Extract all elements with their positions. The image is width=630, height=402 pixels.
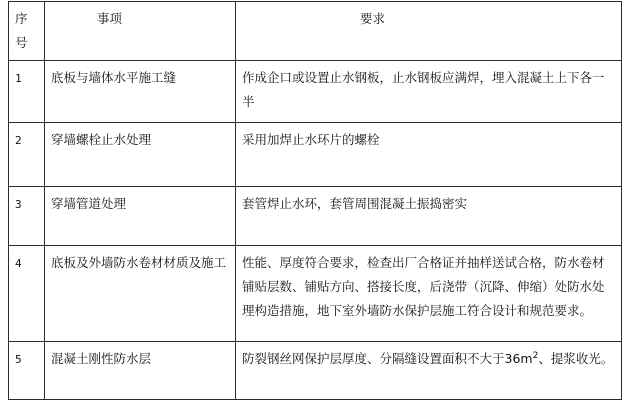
row-item: 底板及外墙防水卷材材质及施工 — [51, 255, 227, 270]
table-row — [9, 246, 622, 342]
row-requirement-cell — [236, 187, 622, 246]
table-row — [9, 61, 622, 123]
row-no: 4 — [15, 257, 22, 270]
header-requirement-label: 要求 — [360, 11, 386, 26]
row-no-cell — [9, 123, 45, 187]
table-row — [9, 187, 622, 246]
row-no-cell — [9, 246, 45, 342]
table-row — [9, 342, 622, 400]
row-requirement: 作成企口或设置止水钢板，止水钢板应满焊，埋入混凝土上下各一半 — [242, 70, 605, 109]
row-no: 2 — [15, 134, 22, 147]
row-item-cell — [45, 246, 236, 342]
row-no: 5 — [15, 353, 22, 366]
row-requirement: 套管焊止水环，套管周围混凝土振捣密实 — [242, 196, 468, 211]
row-requirement-cell — [236, 61, 622, 123]
header-item — [45, 2, 236, 61]
row-item: 混凝土刚性防水层 — [51, 351, 152, 366]
row-no-cell — [9, 187, 45, 246]
row-item-cell — [45, 61, 236, 123]
row-no-cell — [9, 342, 45, 400]
row-requirement-cell — [236, 246, 622, 342]
row-requirement-part1: 防裂钢丝网保护层厚度、分隔缝设置面积不大于36m — [242, 351, 533, 366]
header-requirement — [236, 2, 622, 61]
row-requirement-part2: 、提浆收光。 — [538, 351, 614, 366]
superscript-two: 2 — [532, 350, 539, 361]
header-item-label: 事项 — [97, 11, 123, 26]
row-item-cell — [45, 342, 236, 400]
requirements-table — [8, 1, 622, 400]
row-no: 1 — [15, 72, 22, 85]
header-no — [9, 2, 45, 61]
row-requirement: 采用加焊止水环片的螺栓 — [242, 132, 380, 147]
row-requirement-cell — [236, 342, 622, 400]
row-item: 穿墙管道处理 — [51, 196, 127, 211]
row-item-cell — [45, 123, 236, 187]
row-no: 3 — [15, 198, 22, 211]
row-requirement-cell — [236, 123, 622, 187]
row-requirement: 性能、厚度符合要求，检查出厂合格证并抽样送试合格，防水卷材铺贴层数、铺贴方向、搭接长度，后浇带（沉降、伸缩）处防水处理构造措施，地下室外墙防水保护层施工符合设计和规范要求。 — [242, 255, 605, 318]
header-no-label: 序号 — [15, 11, 28, 50]
table-row — [9, 123, 622, 187]
table-header-row — [9, 2, 622, 61]
row-item: 穿墙螺栓止水处理 — [51, 132, 152, 147]
row-no-cell — [9, 61, 45, 123]
row-item-cell — [45, 187, 236, 246]
row-item: 底板与墙体水平施工缝 — [51, 70, 177, 85]
